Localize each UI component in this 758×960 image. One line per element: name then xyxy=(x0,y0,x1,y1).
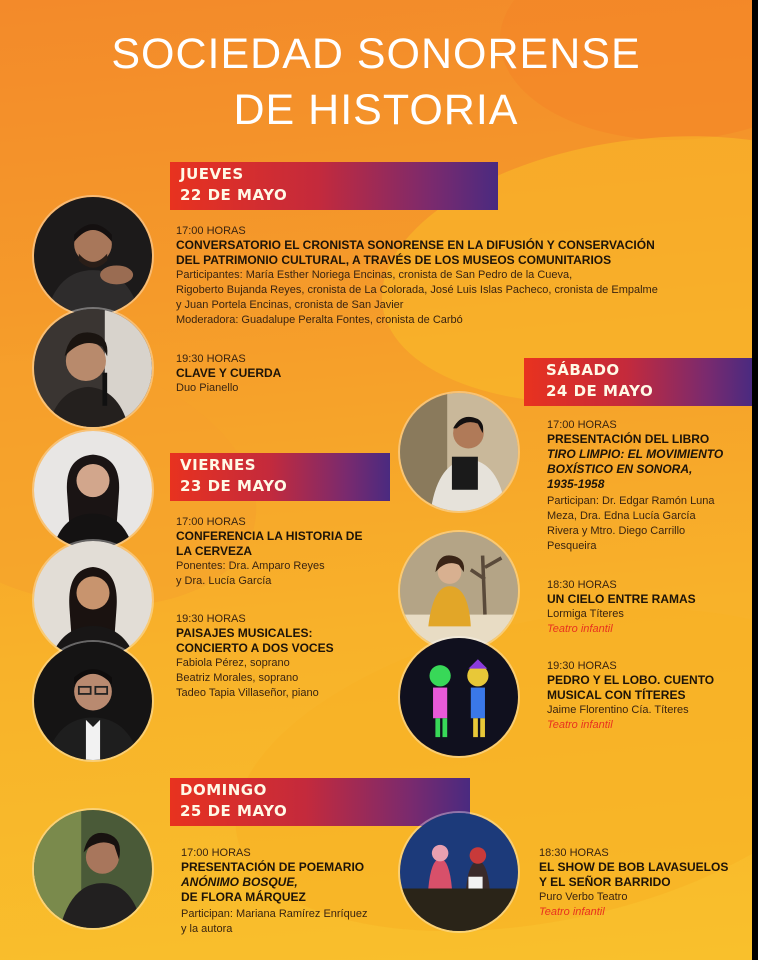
photo-author xyxy=(32,808,154,930)
event-participants: Participantes: María Esther Noriega Encinas, cronista de San Pedro de la Cueva, xyxy=(176,269,573,281)
event-participants: Participan: Dr. Edgar Ramón Luna xyxy=(547,495,715,507)
poster-title-line-1: SOCIEDAD SONORENSE xyxy=(111,30,641,78)
event-time: 17:00 HORAS xyxy=(176,225,246,237)
event-saturday-3 xyxy=(547,659,747,733)
event-performer: Puro Verbo Teatro xyxy=(539,891,628,903)
event-title: CONVERSATORIO EL CRONISTA SONORENSE EN LA DIFUSIÓN Y CONSERVACIÓN xyxy=(176,238,655,252)
event-performer: Duo Pianello xyxy=(176,382,239,394)
event-speakers: y Dra. Lucía García xyxy=(176,575,272,587)
day-banner-friday xyxy=(170,453,390,501)
day-banner-saturday xyxy=(524,358,752,406)
event-time: 19:30 HORAS xyxy=(547,660,617,672)
event-friday-1 xyxy=(176,515,386,589)
day-date: 24 DE MAYO xyxy=(546,382,654,400)
event-participants: y la autora xyxy=(181,923,233,935)
event-title: UN CIELO ENTRE RAMAS xyxy=(547,592,696,606)
event-title: PEDRO Y EL LOBO. CUENTO xyxy=(547,673,715,687)
event-title: DE FLORA MÁRQUEZ xyxy=(181,890,306,904)
photo-puppet-show-1 xyxy=(398,530,520,652)
event-time: 17:00 HORAS xyxy=(181,847,251,859)
event-participants: Rivera y Mtro. Diego Carrillo xyxy=(547,525,686,537)
day-name: JUEVES xyxy=(180,165,244,183)
event-saturday-2 xyxy=(547,578,747,637)
event-title: CLAVE Y CUERDA xyxy=(176,366,282,380)
event-category: Teatro infantil xyxy=(539,906,605,918)
event-title: CONCIERTO A DOS VOCES xyxy=(176,641,334,655)
event-participants: Rigoberto Bujanda Reyes, cronista de La Colorada, José Luis Islas Pacheco, cronista de Empalme xyxy=(176,284,658,296)
day-date: 22 DE MAYO xyxy=(180,186,288,204)
event-category: Teatro infantil xyxy=(547,623,613,635)
event-sunday-2 xyxy=(539,846,749,920)
event-time: 18:30 HORAS xyxy=(547,579,617,591)
book-title: BOXÍSTICO EN SONORA, xyxy=(547,462,693,476)
day-date: 25 DE MAYO xyxy=(180,802,288,820)
book-title: TIRO LIMPIO: EL MOVIMIENTO xyxy=(547,447,724,461)
event-title: PRESENTACIÓN DEL LIBRO xyxy=(547,432,710,446)
event-thursday-2 xyxy=(176,352,396,396)
day-banner-thursday xyxy=(170,162,498,210)
event-participants: Participan: Mariana Ramírez Enríquez xyxy=(181,908,368,920)
day-name: SÁBADO xyxy=(546,361,620,379)
event-moderator: Moderadora: Guadalupe Peralta Fontes, cronista de Carbó xyxy=(176,314,463,326)
event-title: Y EL SEÑOR BARRIDO xyxy=(539,875,671,889)
event-performer: Beatriz Morales, soprano xyxy=(176,672,299,684)
photo-young-man xyxy=(32,307,154,429)
day-banner-sunday xyxy=(170,778,470,826)
day-date: 23 DE MAYO xyxy=(180,477,288,495)
event-participants: Pesqueira xyxy=(547,540,597,552)
event-time: 18:30 HORAS xyxy=(539,847,609,859)
event-saturday-1 xyxy=(547,418,747,554)
event-title: CONFERENCIA LA HISTORIA DE xyxy=(176,529,363,543)
event-time: 17:00 HORAS xyxy=(547,419,617,431)
photo-man-reading xyxy=(398,391,520,513)
event-title: LA CERVEZA xyxy=(176,544,253,558)
event-time: 19:30 HORAS xyxy=(176,353,246,365)
event-thursday-1 xyxy=(176,224,676,328)
event-performer: Fabiola Pérez, soprano xyxy=(176,657,290,669)
event-participants: y Juan Portela Encinas, cronista de San Javier xyxy=(176,299,404,311)
event-performer: Tadeo Tapia Villaseñor, piano xyxy=(176,687,319,699)
photo-puppet-show-3 xyxy=(398,811,520,933)
event-title: MUSICAL CON TÍTERES xyxy=(547,688,686,702)
poster-title-line-2: DE HISTORIA xyxy=(233,86,519,134)
event-performer: Lormiga Títeres xyxy=(547,608,624,620)
event-title: PRESENTACIÓN DE POEMARIO xyxy=(181,860,365,874)
event-sunday-1 xyxy=(181,846,391,937)
book-title: 1935-1958 xyxy=(547,477,605,491)
photo-woman-soprano-1 xyxy=(32,429,154,551)
event-speakers: Ponentes: Dra. Amparo Reyes xyxy=(176,560,325,572)
photo-man-glasses xyxy=(32,640,154,762)
book-title: ANÓNIMO BOSQUE, xyxy=(181,875,298,889)
event-title: PAISAJES MUSICALES: xyxy=(176,626,313,640)
event-friday-2 xyxy=(176,612,386,701)
photo-man-beard xyxy=(32,195,154,317)
photo-puppet-show-2 xyxy=(398,636,520,758)
event-time: 17:00 HORAS xyxy=(176,516,246,528)
event-performer: Jaime Florentino Cía. Títeres xyxy=(547,704,689,716)
day-name: VIERNES xyxy=(180,456,257,474)
event-participants: Meza, Dra. Edna Lucía García xyxy=(547,510,696,522)
event-title: EL SHOW DE BOB LAVASUELOS xyxy=(539,860,729,874)
event-title: DEL PATRIMONIO CULTURAL, A TRAVÉS DE LOS MUSEOS COMUNITARIOS xyxy=(176,253,612,267)
event-time: 19:30 HORAS xyxy=(176,613,246,625)
day-name: DOMINGO xyxy=(180,781,267,799)
event-category: Teatro infantil xyxy=(547,719,613,731)
